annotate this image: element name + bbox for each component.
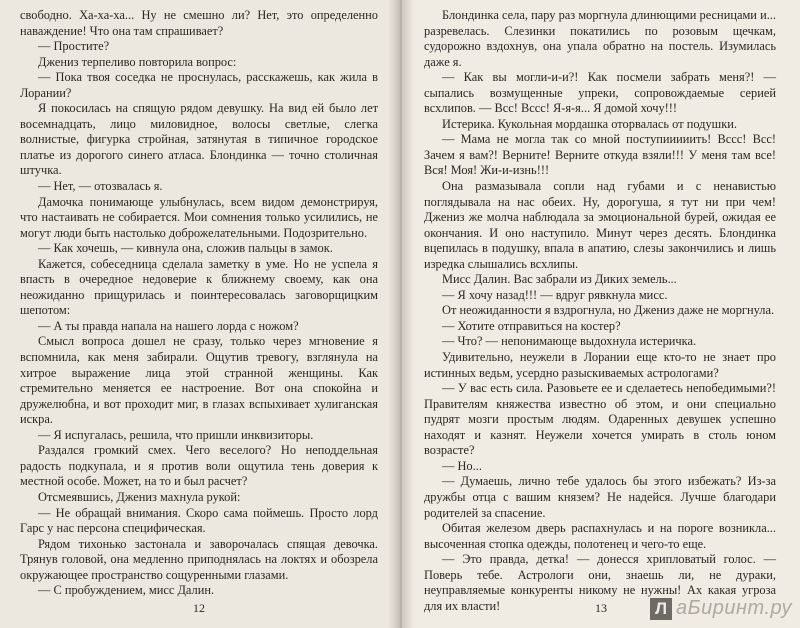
paragraph: — Пока твоя соседка не проснулась, расскажешь, как жила в Лорании? xyxy=(20,70,378,100)
site-watermark xyxy=(650,597,792,620)
right-page-text xyxy=(424,8,776,614)
paragraph: Кажется, собеседница сделала заметку в уме. Но не успела я впасть в очередное недоверие к ближнему своему, как она неожиданно прищурилась и поинтересовалась заговорщицким шепотом: xyxy=(20,256,378,318)
left-page xyxy=(0,0,398,628)
paragraph: — Не обращай внимания. Скоро сама поймешь. Просто лорд Гарс у нас персона специфическая. xyxy=(20,505,378,536)
left-page-text xyxy=(20,8,378,599)
paragraph: — Хотите отправиться на костер? xyxy=(442,318,621,333)
paragraph: — Как вы могли-и-и?! Как посмели забрать меня?! — сыпались возмущенные упреки, сопровождаемые серией всхлипов. — Всс! Вссс! Я-я-я... Я домой хочу!!! xyxy=(424,70,776,116)
paragraph: — С пробуждением, мисс Далин. xyxy=(38,583,215,598)
right-page xyxy=(402,0,800,628)
book-gutter-shadow xyxy=(388,0,414,628)
paragraph: Отсмеявшись, Джениз махнула рукой: xyxy=(38,489,241,504)
paragraph: — Простите? xyxy=(38,39,110,54)
paragraph: — Это правда, детка! — донесся хрипловатый голос. — Поверь тебе. Астрологи они, знаешь ли, не дураки, неуправляемые конкуренты никому не нужны! Ах какая угроза для их власти! xyxy=(424,552,776,613)
paragraph: — Я хочу назад!!! — вдруг рявкнула мисс. xyxy=(442,287,668,302)
paragraph: Мисс Далин. Вас забрали из Диких земель... xyxy=(442,272,677,287)
paragraph: — Я испугалась, решила, что пришли инквизиторы. xyxy=(38,427,314,442)
paragraph: Джениз терпеливо повторила вопрос: xyxy=(38,54,237,69)
watermark-text: аБиринт.ру xyxy=(676,597,792,619)
paragraph: — Что? — непонимающе выдохнула истеричка. xyxy=(442,334,697,349)
paragraph: — Нет, — отозвалась я. xyxy=(38,179,163,194)
paragraph: Блондинка села, пару раз моргнула длинющими ресницами и... разревелась. Слезинки покатились по розовым щечкам, судорожно вздохнув, она упала обратно на постель. Изумилась даже я. xyxy=(424,8,776,69)
paragraph: Она размазывала сопли над губами и с ненавистью поглядывала на нас обеих. Ну, дорогуша, я тут ни при чем! Джениз же молча наблюдала за эмоциональной бурей, ожидая ее окончания. И оно наступило. Минут через десять. Блондинка вцепилась в подушку, впала в апатию, слезы закончились и лишь изредка слышались всхлипы. xyxy=(424,179,776,271)
paragraph: Рядом тихонько застонала и заворочалась спящая девочка. Трянув головой, она медленно приподнялась на локтях и обозрела окружающее пространство сощуренными глазами. xyxy=(20,536,378,582)
paragraph: — Мама не могла так со мной поступииииить! Вссс! Всс! Зачем я вам?! Верните! Верните откуда взяли!!! У меня там все! Вся! Моя! Жи-и-изнь!!! xyxy=(424,132,776,178)
paragraph: — Думаешь, лично тебе удалось бы этого избежать? Из-за дружбы отца с вашим князем? Не надейся. Лучше благодари родителей за спасение. xyxy=(424,474,776,520)
paragraph: — Но... xyxy=(442,458,482,473)
paragraph: От неожиданности я вздрогнула, но Джениз даже не моргнула. xyxy=(442,303,775,318)
paragraph: Дамочка понимающе улыбнулась, всем видом демонстрируя, что настаивать не собирается. Мои сомнения только усилились, не могут люди быть настолько доброжелательными. Подозрительно. xyxy=(20,194,378,240)
paragraph: — Как хочешь, — кивнула она, сложив пальцы в замок. xyxy=(38,241,333,256)
watermark-logo-badge: Л xyxy=(650,598,672,620)
paragraph: Смысл вопроса дошел не сразу, только через мгновение я вспомнила, как меня забирали. Ощутив тревогу, взглянула на хитрое выражение лица этой странной женщины. Как стремительно меняется ее настроение. Вот она спокойна и дружелюбна, и вот проходит миг, в глазах вспыхивает хулиганская искра. xyxy=(20,334,378,427)
paragraph: Раздался громкий смех. Чего веселого? Но неподдельная радость подкупала, и я против воли ощутила тень доверия к местной особе. Может, на то и был расчет? xyxy=(20,443,378,489)
page-number-right: 13 xyxy=(595,601,607,615)
paragraph: — А ты правда напала на нашего лорда с ножом? xyxy=(38,318,299,333)
paragraph: Обитая железом дверь распахнулась и на пороге возникла... высоченная стопка одежды, полотенец и чего-то еще. xyxy=(424,521,776,551)
paragraph: — У вас есть сила. Разовьете ее и сделаетесь непобедимыми?! Правителям княжества известно об этом, и они специально пудрят мозги простым людям. Одаренных девушек успешно находят и казнят. Неужели хочется умирать в столь юном возрасте? xyxy=(424,381,776,458)
paragraph: Истерика. Кукольная мордашка оторвалась от подушки. xyxy=(442,116,737,131)
page-number-left: 12 xyxy=(193,601,205,615)
paragraph: Я покосилась на спящую рядом девушку. На вид ей было лет восемнадцать, лицо миловидное, волосы светлые, слегка волнистые, фигурка стройная, затянутая в типичное городское платье из дорогого синего атласа. Блондинка — точно столичная штучка. xyxy=(20,101,378,178)
paragraph: Удивительно, неужели в Лорании еще кто-то не знает про истинных ведьм, усердно разыскиваемых астрологами? xyxy=(424,350,776,380)
paragraph: свободно. Ха-ха-ха... Ну не смешно ли? Нет, это определенно наваждение! Что она там спрашивает? xyxy=(20,8,378,38)
